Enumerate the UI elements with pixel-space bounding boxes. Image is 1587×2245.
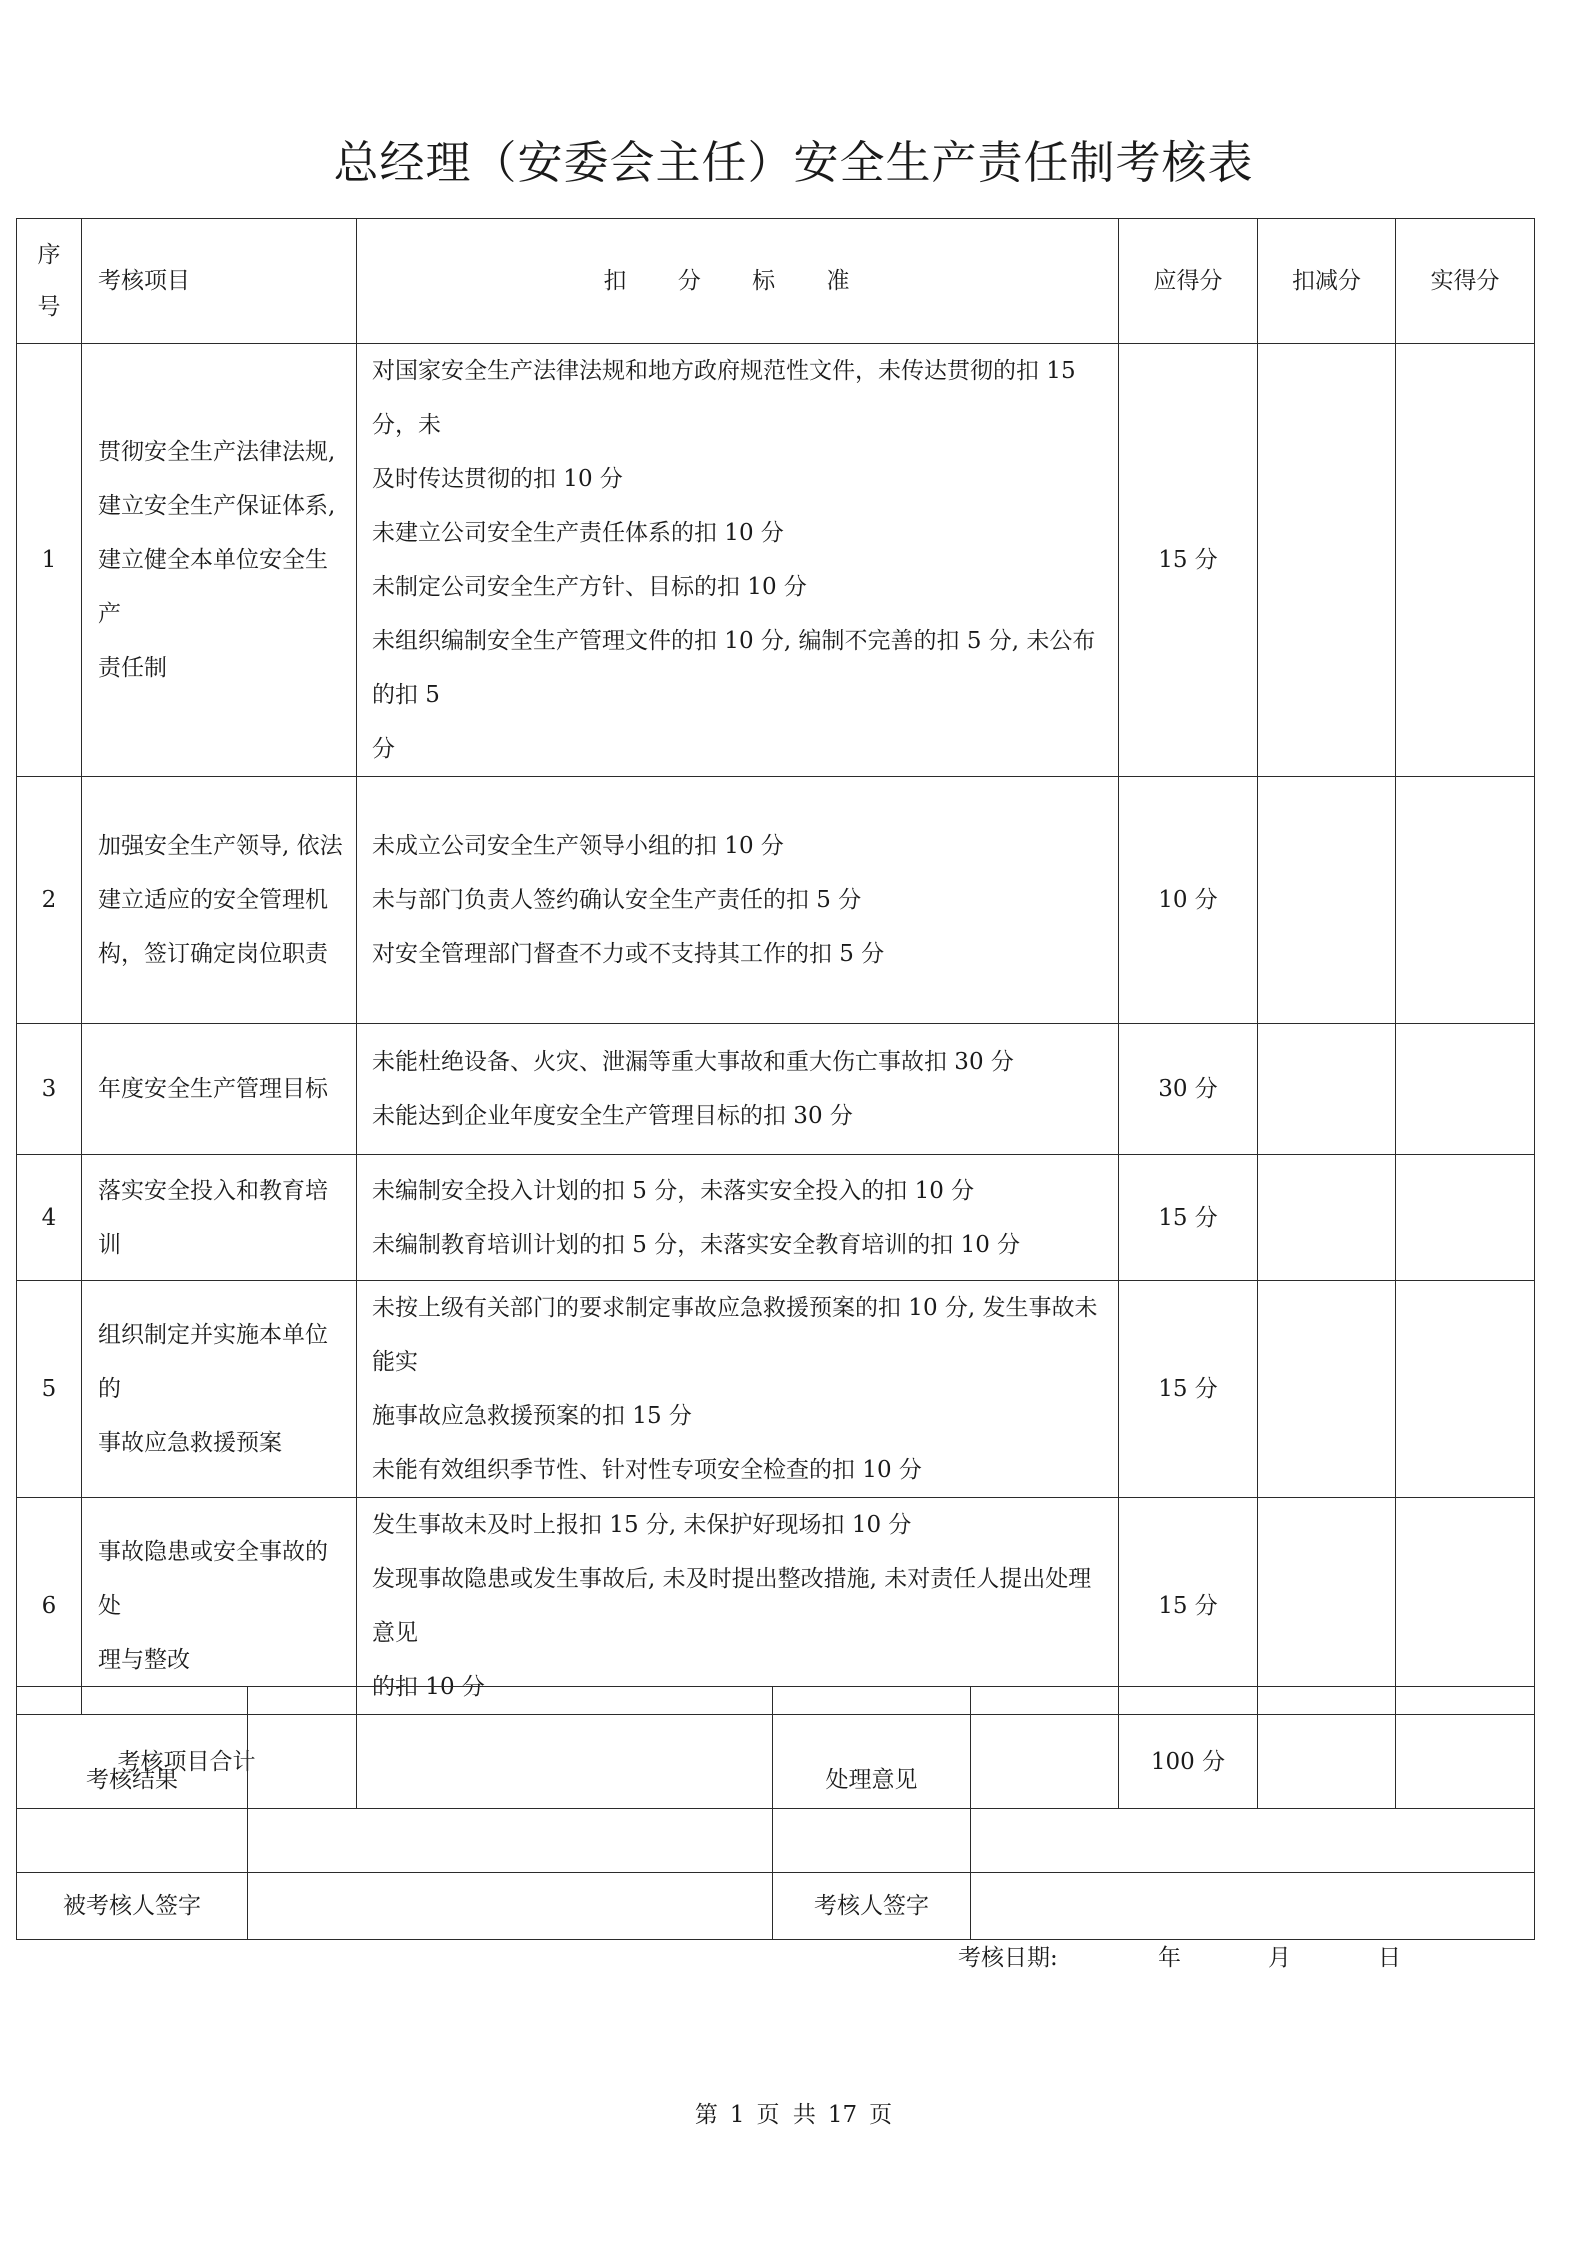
- row-criteria: [357, 777, 1119, 1024]
- row-actual-score[interactable]: [1396, 1498, 1535, 1715]
- header-deducted-score: 扣减分: [1258, 219, 1396, 344]
- row-item-line: 责任制: [98, 655, 167, 681]
- row-criteria-line: 发生事故未及时上报扣 15 分, 未保护好现场扣 10 分: [372, 1512, 912, 1538]
- header-criteria: 扣 分 标 准: [357, 219, 1119, 344]
- table-row: [17, 1024, 1535, 1155]
- row-due-score: 15 分: [1119, 1498, 1258, 1715]
- opinion-label: 处理意见: [773, 1687, 971, 1873]
- row-seq: 4: [17, 1155, 82, 1281]
- row-criteria-line: 发现事故隐患或发生事故后, 未及时提出整改措施, 未对责任人提出处理意见: [372, 1566, 1092, 1646]
- assessee-signature-field[interactable]: [248, 1873, 773, 1940]
- row-seq: 1: [17, 344, 82, 777]
- row-item: [82, 1281, 357, 1498]
- date-month-unit: 月: [1268, 1945, 1291, 1971]
- result-row: [17, 1687, 1535, 1873]
- row-item-line: 事故隐患或安全事故的处: [98, 1539, 328, 1619]
- row-criteria-line: 分: [372, 736, 395, 762]
- row-criteria-line: 未编制教育培训计划的扣 5 分，未落实安全教育培训的扣 10 分: [372, 1231, 1021, 1258]
- result-label: 考核结果: [17, 1687, 248, 1873]
- row-deducted-score[interactable]: [1258, 777, 1396, 1024]
- date-day-unit: 日: [1378, 1945, 1401, 1971]
- row-due-score: 10 分: [1119, 777, 1258, 1024]
- row-item-line: 理与整改: [98, 1647, 190, 1673]
- row-deducted-score[interactable]: [1258, 1281, 1396, 1498]
- row-seq: 2: [17, 777, 82, 1024]
- row-criteria-line: 未能有效组织季节性、针对性专项安全检查的扣 10 分: [372, 1457, 922, 1483]
- row-criteria-line: 未与部门负责人签约确认安全生产责任的扣 5 分: [372, 887, 862, 913]
- assessor-signature-label: 考核人签字: [773, 1873, 971, 1940]
- table-row: [17, 344, 1535, 777]
- row-item-line: 建立安全生产保证体系,: [98, 493, 336, 519]
- row-item-line: 加强安全生产领导, 依法: [98, 833, 343, 859]
- row-item: [82, 344, 357, 777]
- row-item: [82, 1155, 357, 1281]
- assessor-signature-field[interactable]: [971, 1873, 1535, 1940]
- page-title: 总经理（安委会主任）安全生产责任制考核表: [333, 136, 1254, 189]
- row-criteria: [357, 1498, 1119, 1715]
- row-item: [82, 1498, 357, 1715]
- header-due-score: 应得分: [1119, 219, 1258, 344]
- opinion-field[interactable]: [971, 1687, 1535, 1873]
- page-current: 1: [729, 2102, 745, 2128]
- row-criteria-line: 未制定公司安全生产方针、目标的扣 10 分: [372, 574, 807, 600]
- row-item-line: 年度安全生产管理目标: [98, 1076, 328, 1102]
- result-field[interactable]: [248, 1687, 773, 1873]
- page-prefix: 第: [694, 2102, 718, 2128]
- row-item-line: 组织制定并实施本单位的: [98, 1322, 328, 1402]
- header-item: 考核项目: [82, 219, 357, 344]
- row-deducted-score[interactable]: [1258, 1024, 1396, 1155]
- row-actual-score[interactable]: [1396, 1281, 1535, 1498]
- row-item-line: 建立健全本单位安全生产: [98, 547, 328, 627]
- date-year-unit: 年: [1158, 1945, 1181, 1971]
- row-item-line: 贯彻安全生产法律法规,: [98, 439, 336, 465]
- row-due-score: 30 分: [1119, 1024, 1258, 1155]
- page-suffix: 页: [869, 2102, 893, 2128]
- total-due-score: 100 分: [1119, 1715, 1258, 1809]
- row-criteria-line: 未成立公司安全生产领导小组的扣 10 分: [372, 833, 784, 859]
- row-due-score: 15 分: [1119, 344, 1258, 777]
- signature-row: [17, 1873, 1535, 1940]
- row-seq: 3: [17, 1024, 82, 1155]
- row-deducted-score[interactable]: [1258, 1155, 1396, 1281]
- row-actual-score[interactable]: [1396, 1024, 1535, 1155]
- row-item: [82, 1024, 357, 1155]
- row-criteria-line: 及时传达贯彻的扣 10 分: [372, 466, 623, 492]
- table-row: [17, 1498, 1535, 1715]
- row-criteria-line: 未能杜绝设备、火灾、泄漏等重大事故和重大伤亡事故扣 30 分: [372, 1049, 1014, 1075]
- page-total: 17: [827, 2102, 858, 2128]
- row-item-line: 事故应急救援预案: [98, 1430, 282, 1456]
- row-criteria: [357, 344, 1119, 777]
- row-item: [82, 777, 357, 1024]
- row-actual-score[interactable]: [1396, 1155, 1535, 1281]
- row-deducted-score[interactable]: [1258, 1498, 1396, 1715]
- result-table: [16, 1686, 1535, 1940]
- date-label: 考核日期:: [958, 1945, 1058, 1971]
- header-row: [17, 219, 1535, 344]
- header-seq-line: 号: [37, 294, 61, 320]
- header-seq-line: 序: [37, 242, 61, 268]
- row-criteria: [357, 1281, 1119, 1498]
- row-criteria-line: 施事故应急救援预案的扣 15 分: [372, 1403, 692, 1429]
- row-criteria-line: 未组织编制安全生产管理文件的扣 10 分, 编制不完善的扣 5 分, 未公布的扣 5: [372, 628, 1096, 708]
- row-criteria-line: 未按上级有关部门的要求制定事故应急救援预案的扣 10 分, 发生事故未能实: [372, 1295, 1098, 1375]
- row-criteria: [357, 1024, 1119, 1155]
- table-row: [17, 1281, 1535, 1498]
- assessment-date: [958, 1938, 1401, 1978]
- page-number: [0, 2095, 1587, 2135]
- row-criteria-line: 对安全管理部门督查不力或不支持其工作的扣 5 分: [372, 941, 885, 967]
- table-row: [17, 777, 1535, 1024]
- row-criteria: [357, 1155, 1119, 1281]
- row-actual-score[interactable]: [1396, 777, 1535, 1024]
- row-seq: 5: [17, 1281, 82, 1498]
- row-criteria-line: 未建立公司安全生产责任体系的扣 10 分: [372, 520, 784, 546]
- row-criteria-line: 对国家安全生产法律法规和地方政府规范性文件，未传达贯彻的扣 15 分，未: [372, 358, 1076, 438]
- row-criteria-line: 未能达到企业年度安全生产管理目标的扣 30 分: [372, 1103, 853, 1129]
- row-due-score: 15 分: [1119, 1281, 1258, 1498]
- assessee-signature-label: 被考核人签字: [17, 1873, 248, 1940]
- row-item-line: 建立适应的安全管理机: [98, 887, 328, 913]
- row-due-score: 15 分: [1119, 1155, 1258, 1281]
- row-criteria-line: 的扣 10 分: [372, 1674, 485, 1700]
- header-actual-score: 实得分: [1396, 219, 1535, 344]
- header-seq: [17, 219, 82, 344]
- row-criteria-line: 未编制安全投入计划的扣 5 分，未落实安全投入的扣 10 分: [372, 1177, 975, 1204]
- row-item-line: 构，签订确定岗位职责: [98, 941, 328, 967]
- row-deducted-score[interactable]: [1258, 344, 1396, 777]
- assessment-table: [16, 218, 1535, 1809]
- row-seq: 6: [17, 1498, 82, 1715]
- table-row: [17, 1155, 1535, 1281]
- row-actual-score[interactable]: [1396, 344, 1535, 777]
- row-item-line: 落实安全投入和教育培训: [98, 1177, 328, 1258]
- total-label: 考核项目合计: [17, 1715, 357, 1809]
- page-middle: 页 共: [756, 2102, 816, 2128]
